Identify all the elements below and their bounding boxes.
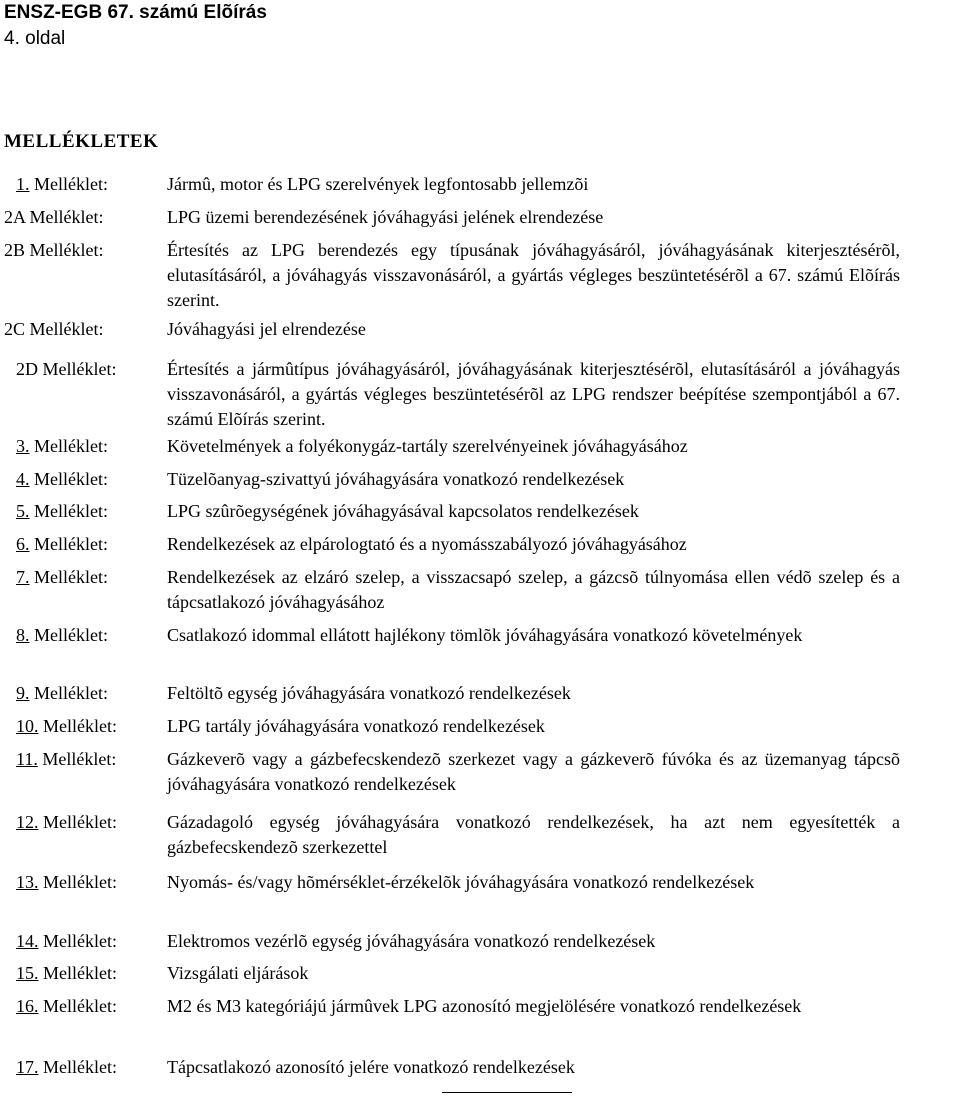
annex-label: 13. Melléklet: <box>16 872 117 892</box>
annex-title: Feltöltõ egység jóváhagyására vonatkozó rendelkezések <box>167 683 571 703</box>
annex-label: 11. Melléklet: <box>16 749 117 769</box>
annex-title: Értesítés a jármûtípus jóváhagyásáról, jóváhagyásának kiterjesztésérõl, elutasításáról a jóváhagyás visszavonásáról, a gyártás végleges beszüntetésérõl az LPG rendszer beépítése szempontjából a 67. számú Elõírás szerint. <box>167 359 900 429</box>
annex-label: 2A Melléklet: <box>4 207 104 227</box>
page-number: 4. oldal <box>4 28 66 49</box>
annex-title: Rendelkezések az elpárologtató és a nyomásszabályozó jóváhagyásához <box>167 534 687 554</box>
annex-label: 2D Melléklet: <box>16 359 117 379</box>
annex-title: LPG tartály jóváhagyására vonatkozó rendelkezések <box>167 716 545 736</box>
annex-title: Tápcsatlakozó azonosító jelére vonatkozó rendelkezések <box>167 1057 575 1077</box>
annex-title: Gázadagoló egység jóváhagyására vonatkozó rendelkezések, ha azt nem egyesítették a gázbefecskendezõ szerkezettel <box>167 812 900 857</box>
annex-label: 10. Melléklet: <box>16 716 117 736</box>
annex-title: Követelmények a folyékonygáz-tartály szerelvényeinek jóváhagyásához <box>167 436 688 456</box>
annex-label: 2B Melléklet: <box>4 240 104 260</box>
annex-label: 6. Melléklet: <box>16 534 108 554</box>
annex-label: 3. Melléklet: <box>16 436 108 456</box>
annex-title: Jóváhagyási jel elrendezése <box>167 319 366 339</box>
annex-title: Gázkeverõ vagy a gázbefecskendezõ szerkezet vagy a gázkeverõ fúvóka és az üzemanyag tápcsõ jóváhagyására vonatkozó rendelkezések <box>167 749 900 794</box>
annex-title: Elektromos vezérlõ egység jóváhagyására vonatkozó rendelkezések <box>167 931 656 951</box>
annex-label: 1. Melléklet: <box>16 174 108 194</box>
annex-label: 12. Melléklet: <box>16 812 117 832</box>
annex-title: LPG üzemi berendezésének jóváhagyási jelének elrendezése <box>167 207 604 227</box>
annex-title: Jármû, motor és LPG szerelvények legfontosabb jellemzõi <box>167 174 589 194</box>
annex-label: 8. Melléklet: <box>16 625 108 645</box>
annex-title: LPG szûrõegységének jóváhagyásával kapcsolatos rendelkezések <box>167 501 639 521</box>
annex-title: Értesítés az LPG berendezés egy típusának jóváhagyásáról, jóváhagyásának kiterjesztésérõl, elutasításáról, a jóváhagyás visszavonásáról, a gyártás végleges beszüntetésérõl a 67. számú Elõírás szerint. <box>167 240 900 310</box>
page-header <box>4 0 267 52</box>
annex-label: 14. Melléklet: <box>16 931 117 951</box>
annex-title: M2 és M3 kategóriájú jármûvek LPG azonosító megjelölésére vonatkozó rendelkezések <box>167 996 802 1016</box>
annex-title: Csatlakozó idommal ellátott hajlékony tömlõk jóváhagyására vonatkozó követelmények <box>167 625 803 645</box>
annex-label: 9. Melléklet: <box>16 683 108 703</box>
document-title: ENSZ-EGB 67. számú Elõírás <box>4 2 267 23</box>
annex-label: 4. Melléklet: <box>16 469 108 489</box>
annex-label: 15. Melléklet: <box>16 963 117 983</box>
annex-title: Nyomás- és/vagy hõmérséklet-érzékelõk jóváhagyására vonatkozó rendelkezések <box>167 872 755 892</box>
annex-label: 16. Melléklet: <box>16 996 117 1016</box>
annex-label: 17. Melléklet: <box>16 1057 117 1077</box>
section-title: MELLÉKLETEK <box>4 131 159 152</box>
annex-title: Rendelkezések az elzáró szelep, a visszacsapó szelep, a gázcsõ túlnyomása ellen védõ szelep és a tápcsatlakozó jóváhagyásához <box>167 567 900 612</box>
annex-title: Vizsgálati eljárások <box>167 963 309 983</box>
annex-label: 5. Melléklet: <box>16 501 108 521</box>
closing-divider <box>442 1092 572 1093</box>
annex-title: Tüzelõanyag-szivattyú jóváhagyására vonatkozó rendelkezések <box>167 469 625 489</box>
annex-label: 2C Melléklet: <box>4 319 104 339</box>
annex-label: 7. Melléklet: <box>16 567 108 587</box>
